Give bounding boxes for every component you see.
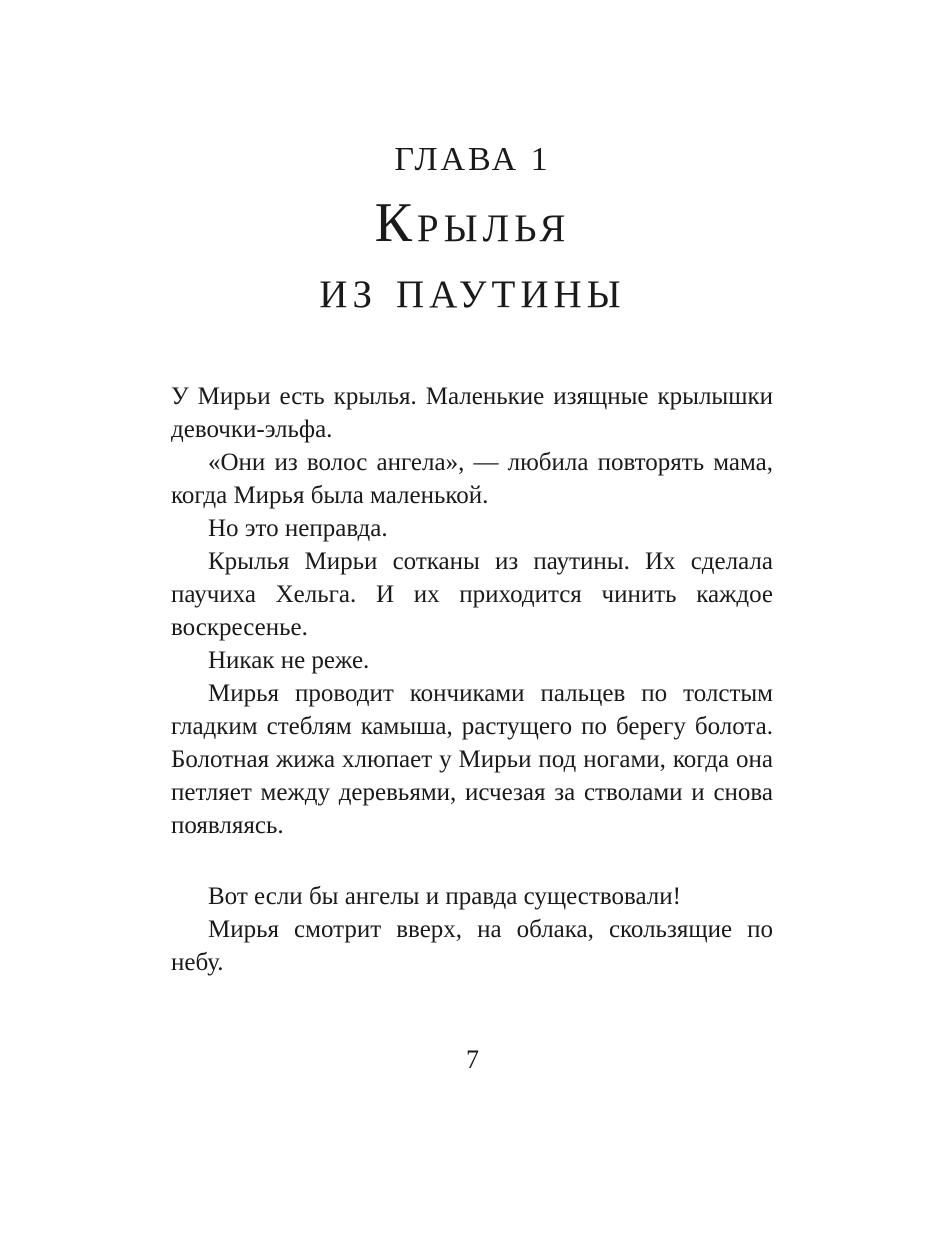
paragraph: Но это неправда. xyxy=(208,515,388,542)
chapter-title-line-1: Крылья xyxy=(374,192,571,254)
chapter-title-line-2: из паутины xyxy=(319,258,626,320)
body-text-block-1 xyxy=(171,380,773,842)
paragraph: Мирья проводит кончиками пальцев по толстым гладким стеблям камыша, растущего по берегу болота. Болотная жижа хлюпает у Мирьи под ногами, когда она петляет между деревьями, исчезая за стволами и снова появляясь. xyxy=(171,680,773,839)
paragraph: Мирья смотрит вверх, на облака, скользящие по небу. xyxy=(171,916,773,976)
page-number: 7 xyxy=(466,1045,479,1074)
paragraph: Никак не реже. xyxy=(208,647,370,674)
body-text-block-2 xyxy=(171,880,773,979)
paragraph: Вот если бы ангелы и правда существовали! xyxy=(208,883,681,910)
paragraph: «Они из волос ангела», — любила повторять мама, когда Мирья была маленькой. xyxy=(171,449,773,509)
chapter-title xyxy=(0,190,945,322)
paragraph: У Мирьи есть крылья. Маленькие изящные крылышки девочки-эльфа. xyxy=(171,383,773,443)
chapter-label: ГЛАВА 1 xyxy=(394,141,551,178)
paragraph: Крылья Мирьи сотканы из паутины. Их сделала паучиха Хельга. И их приходится чинить каждое воскресенье. xyxy=(171,548,773,641)
